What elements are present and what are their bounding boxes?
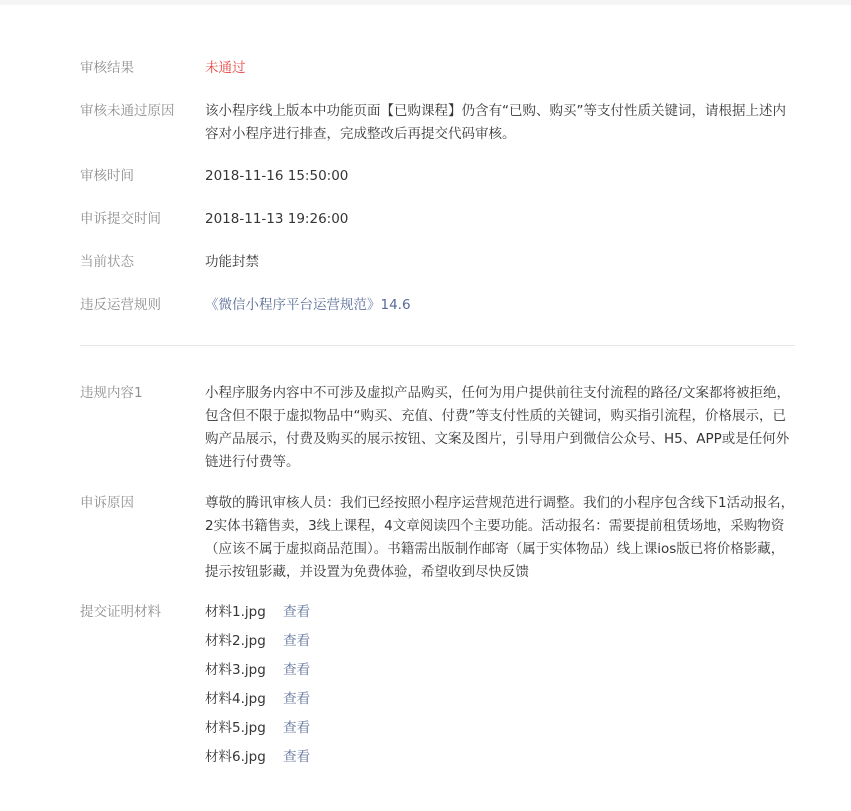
appeal-reason-value: 尊敬的腾讯审核人员：我们已经按照小程序运营规范进行调整。我们的小程序包含线下1活动报名，2实体书籍售卖，3线上课程，4文章阅读四个主要功能。活动报名：需要提前租赁场地，采购物资（应该不属于虚拟商品范围）。书籍需出版制作邮寄（属于实体物品）线上课ios版已将价格影藏，提示按钮影藏，并设置为免费体验，希望收到尽快反馈 (205, 495, 795, 580)
review-time-value: 2018-11-16 15:50:00 (205, 168, 349, 184)
material-file-name: 材料5.jpg (205, 720, 266, 736)
appeal-reason-label: 申诉原因 (80, 495, 134, 511)
material-view-link[interactable]: 查看 (283, 604, 311, 620)
material-file-name: 材料6.jpg (205, 749, 266, 765)
material-view-link[interactable]: 查看 (283, 691, 311, 707)
review-result-value: 未通过 (205, 60, 246, 76)
materials-list (205, 600, 310, 774)
review-time-label: 审核时间 (80, 168, 134, 184)
material-file-name: 材料2.jpg (205, 633, 266, 649)
top-strip (0, 0, 851, 5)
material-item (205, 745, 310, 774)
review-reason-value: 该小程序线上版本中功能页面【已购课程】仍含有“已购、购买”等支付性质关键词，请根据上述内容对小程序进行排查，完成整改后再提交代码审核。 (205, 103, 786, 142)
material-item (205, 658, 310, 687)
material-item (205, 629, 310, 658)
material-file-name: 材料1.jpg (205, 604, 266, 620)
material-view-link[interactable]: 查看 (283, 720, 311, 736)
appeal-time-value: 2018-11-13 19:26:00 (205, 211, 349, 227)
current-status-label: 当前状态 (80, 254, 134, 270)
materials-label: 提交证明材料 (80, 604, 161, 620)
violation-content-label: 违规内容1 (80, 385, 143, 401)
review-reason-label: 审核未通过原因 (80, 103, 175, 119)
violation-content-value: 小程序服务内容中不可涉及虚拟产品购买，任何为用户提供前往支付流程的路径/文案都将被拒绝，包含但不限于虚拟物品中“购买、充值、付费”等支付性质的关键词，购买指引流程，价格展示，已购产品展示，付费及购买的展示按钮、文案及图片，引导用户到微信公众号、H5、APP或是任何外链进行付费等。 (205, 385, 791, 470)
review-result-label: 审核结果 (80, 60, 134, 76)
material-view-link[interactable]: 查看 (283, 662, 311, 678)
material-item (205, 687, 310, 716)
material-file-name: 材料3.jpg (205, 662, 266, 678)
appeal-time-label: 申诉提交时间 (80, 211, 161, 227)
material-file-name: 材料4.jpg (205, 691, 266, 707)
section-divider (80, 345, 795, 346)
violated-rule-link[interactable]: 《微信小程序平台运营规范》14.6 (205, 297, 411, 313)
material-item (205, 600, 310, 629)
current-status-value: 功能封禁 (205, 254, 259, 270)
material-view-link[interactable]: 查看 (283, 749, 311, 765)
material-item (205, 716, 310, 745)
material-view-link[interactable]: 查看 (283, 633, 311, 649)
violated-rule-label: 违反运营规则 (80, 297, 161, 313)
